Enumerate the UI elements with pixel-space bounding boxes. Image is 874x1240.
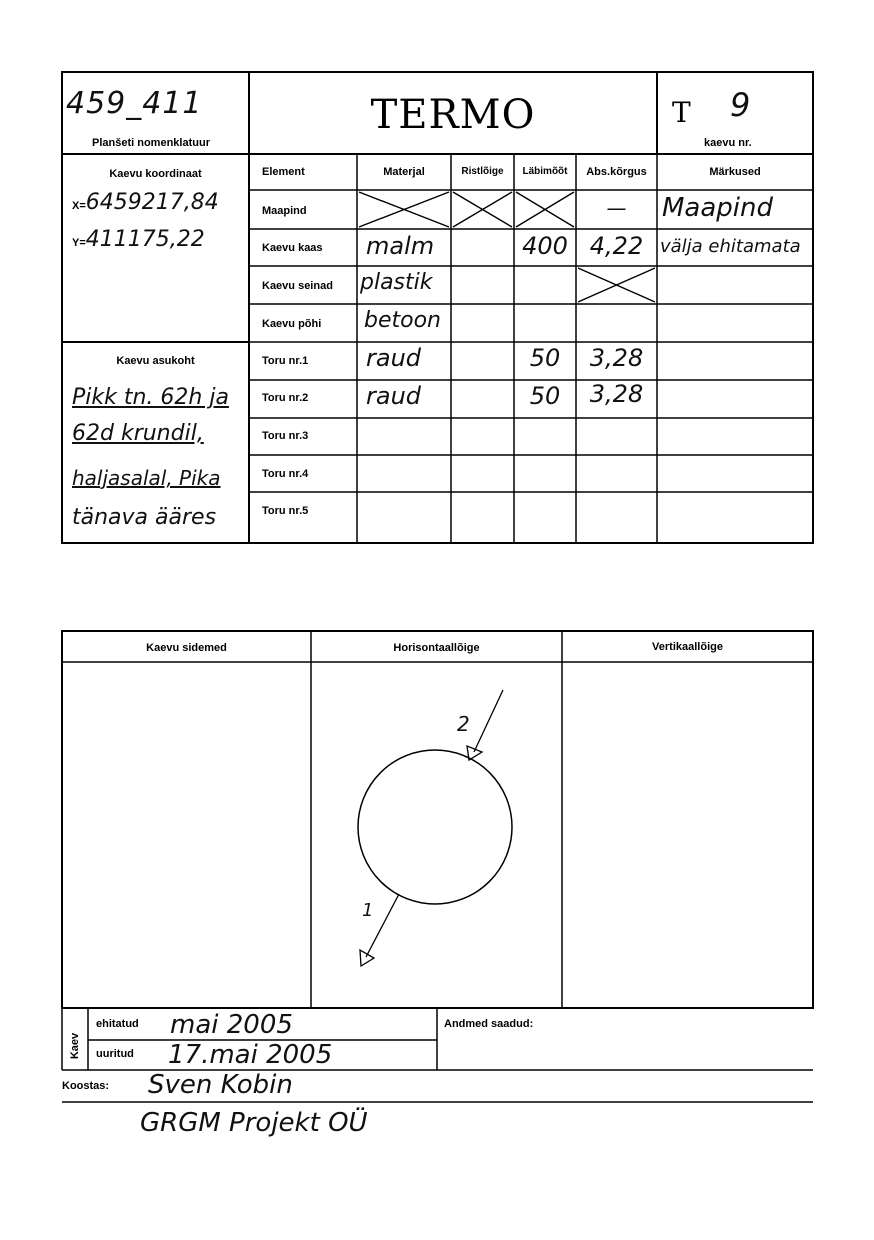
row-note: välja ehitamata <box>660 236 801 257</box>
row-material: malm <box>366 232 435 260</box>
coordinates-label: Kaevu koordinaat <box>109 168 202 180</box>
sheet-number: 459_411 <box>66 86 203 121</box>
col-header-abs-height: Abs.kõrgus <box>586 166 647 178</box>
col-header-cross-section: Ristlõige <box>461 166 504 177</box>
row-element: Maapind <box>262 205 307 217</box>
side-label: Kaev <box>69 1032 81 1060</box>
col-header-material: Materjal <box>383 166 425 178</box>
pipe-2-arrow <box>467 746 482 760</box>
row-material: plastik <box>360 270 433 295</box>
pipe-1-label: 1 <box>362 900 374 921</box>
location-line: Pikk tn. 62h ja <box>72 385 229 410</box>
location-label: Kaevu asukoht <box>116 355 195 367</box>
data-received-label: Andmed saadud: <box>444 1018 534 1030</box>
surveyed-value: 17.mai 2005 <box>168 1040 333 1070</box>
y-value: 411175,22 <box>85 227 205 252</box>
row-material: raud <box>366 344 422 372</box>
horizontal-section-drawing <box>311 662 562 1008</box>
location-line: haljasalal, Pika <box>72 466 221 490</box>
row-abs-height: 3,28 <box>589 380 644 408</box>
y-coordinate <box>72 227 205 252</box>
row-abs-height: 3,28 <box>589 344 644 372</box>
company-name: GRGM Projekt OÜ <box>140 1108 368 1138</box>
row-element: Kaevu seinad <box>262 280 333 292</box>
y-prefix: Y= <box>72 237 86 249</box>
x-prefix: X= <box>72 200 86 212</box>
pipe-2-label: 2 <box>457 712 470 736</box>
row-note: Maapind <box>662 193 774 223</box>
row-element: Toru nr.2 <box>262 392 309 404</box>
row-diameter: 400 <box>522 232 568 260</box>
form-title: TERMO <box>370 92 536 138</box>
row-abs-height: — <box>606 196 627 220</box>
section-header-connections: Kaevu sidemed <box>146 642 227 654</box>
x-value: 6459217,84 <box>85 190 219 215</box>
row-material: raud <box>366 382 422 410</box>
col-header-notes: Märkused <box>709 166 761 178</box>
x-coordinate <box>72 190 219 215</box>
pipe-1-arrow <box>360 950 374 966</box>
well-circle <box>358 750 512 904</box>
author-value: Sven Kobin <box>148 1070 293 1100</box>
well-number: 9 <box>730 86 751 124</box>
sheet-label: Planšeti nomenklatuur <box>92 137 210 149</box>
row-element: Toru nr.3 <box>262 430 309 442</box>
well-prefix: T <box>672 96 691 129</box>
row-material: betoon <box>364 308 441 333</box>
built-label: ehitatud <box>96 1018 139 1030</box>
row-element: Kaevu põhi <box>262 318 322 330</box>
author-label: Koostas: <box>62 1080 110 1092</box>
col-header-element: Element <box>262 166 305 178</box>
section-header-vertical: Vertikaallõige <box>652 641 723 653</box>
row-element: Toru nr.4 <box>262 468 309 480</box>
well-label: kaevu nr. <box>704 137 752 149</box>
surveyed-label: uuritud <box>96 1048 134 1060</box>
row-diameter: 50 <box>529 382 561 410</box>
built-value: mai 2005 <box>170 1010 293 1040</box>
row-element: Toru nr.5 <box>262 505 309 517</box>
location-line: 62d krundil, <box>72 421 204 446</box>
row-element: Kaevu kaas <box>262 242 323 254</box>
row-abs-height: 4,22 <box>589 232 644 260</box>
row-element: Toru nr.1 <box>262 355 309 367</box>
pipe-2-line <box>474 690 503 752</box>
location-line: tänava ääres <box>72 505 217 530</box>
section-header-horizontal: Horisontaallõige <box>393 642 480 654</box>
row-diameter: 50 <box>529 344 561 372</box>
col-header-diameter: Läbimõõt <box>522 166 568 177</box>
